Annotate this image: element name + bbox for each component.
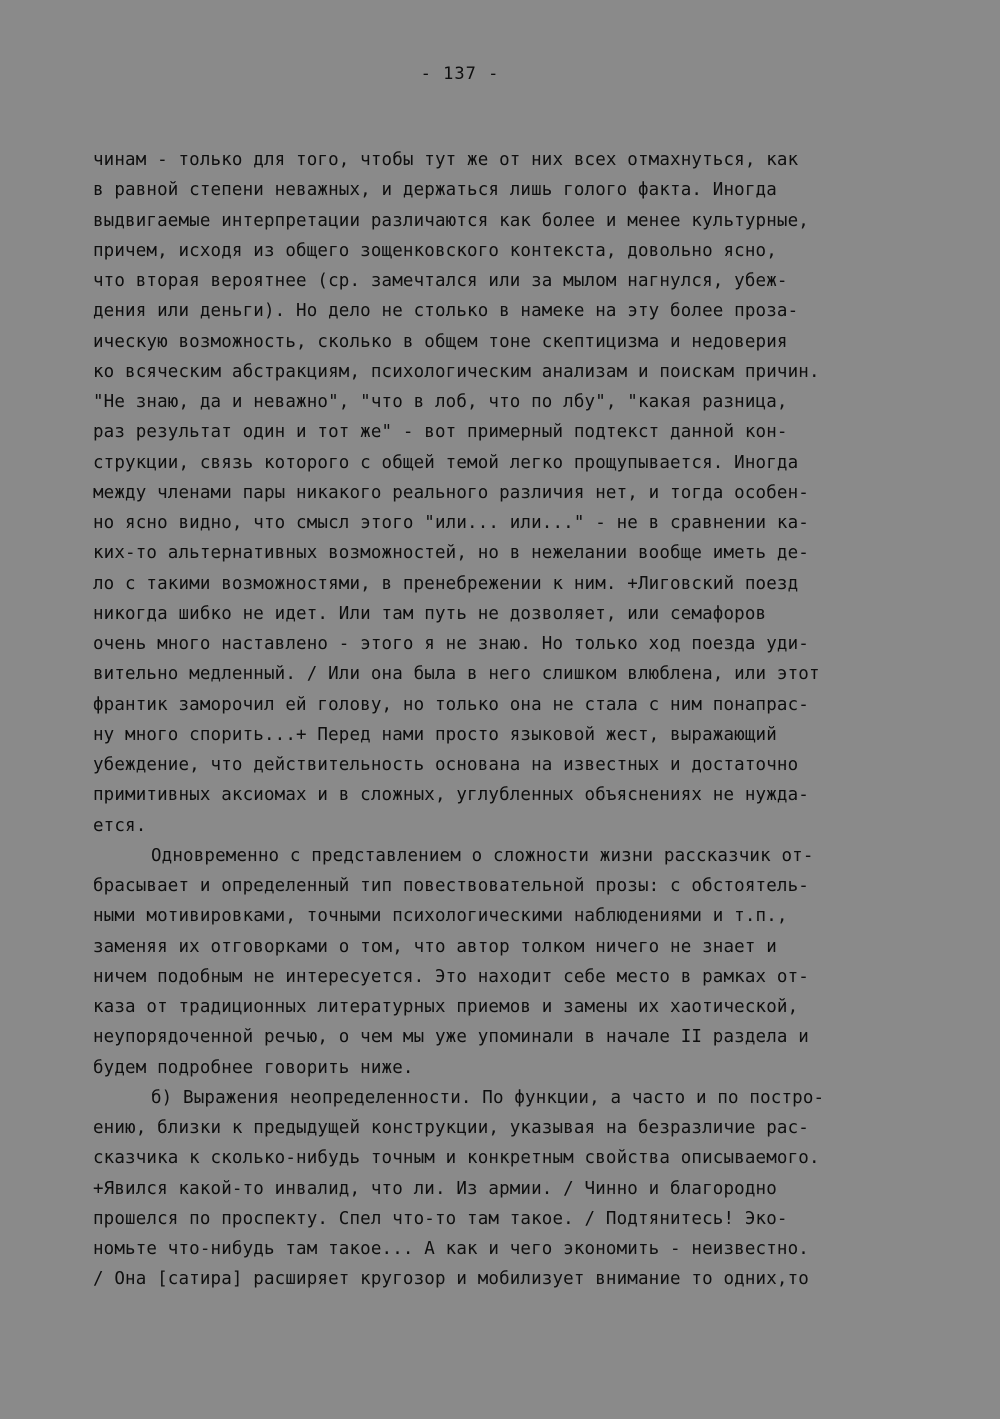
text-line: никогда шибко не идет. Или там путь не дозволяет, или семафоров xyxy=(93,603,767,624)
text-line: Одновременно с представлением о сложности жизни рассказчик от- xyxy=(151,845,814,866)
text-line: "Не знаю, да и неважно", "что в лоб, что по лбу", "какая разница, xyxy=(93,392,788,412)
text-line: ну много спорить...+ Перед нами просто языковой жест, выражающий xyxy=(93,724,777,745)
text-line: ко всяческим абстракциям, психологическим анализам и поискам причин. xyxy=(93,361,820,382)
text-line: франтик заморочил ей голову, но только она не стала с ним понапрас- xyxy=(93,694,809,715)
text-line: выдвигаемые интерпретации различаются как более и менее культурные, xyxy=(93,210,809,231)
text-line: б) Выражения неопределенности. По функции, а часто и по постро- xyxy=(151,1087,825,1108)
paragraph xyxy=(93,1083,923,1295)
text-line: примитивных аксиомах и в сложных, углубленных объяснениях не нужда- xyxy=(93,785,809,806)
paragraph xyxy=(93,841,923,1083)
text-line: между членами пары никакого реального различия нет, и тогда особен- xyxy=(93,482,809,503)
text-line: ничем подобным не интересуется. Это находит себе место в рамках от- xyxy=(93,966,809,987)
page-number: - 137 - xyxy=(420,64,500,84)
text-line: каза от традиционных литературных приемов и замены их хаотической, xyxy=(93,997,799,1017)
text-line: убеждение, что действительность основана на известных и достаточно xyxy=(93,755,799,775)
text-line: будем подробнее говорить ниже. xyxy=(93,1057,414,1078)
body-text xyxy=(93,145,923,1295)
text-line: что вторая вероятнее (ср. замечтался или за мылом нагнулся, убеж- xyxy=(93,271,788,291)
text-line: / Она [сатира] расширяет кругозор и мобилизует внимание то одних,то xyxy=(93,1269,809,1290)
text-line: дения или деньги). Но дело не столько в намеке на эту более проза- xyxy=(93,301,799,322)
text-line: номьте что-нибудь там такое... А как и чего экономить - неизвестно. xyxy=(93,1239,809,1259)
text-line: заменяя их отговорками о том, что автор толком ничего не знает и xyxy=(93,936,777,957)
text-line: ению, близки к предыдущей конструкции, указывая на безразличие рас- xyxy=(93,1118,809,1138)
text-line: ными мотивировками, точными психологическими наблюдениями и т.п., xyxy=(93,906,788,927)
text-line: причем, исходя из общего зощенковского контекста, довольно ясно, xyxy=(93,240,777,261)
text-line: ическую возможность, сколько в общем тоне скептицизма и недоверия xyxy=(93,331,788,352)
text-line: но ясно видно, что смысл этого "или... или..." - не в сравнении ка- xyxy=(93,513,809,533)
text-line: сказчика к сколько-нибудь точным и конкретным свойства описываемого. xyxy=(93,1148,820,1169)
paragraph xyxy=(93,145,923,841)
text-line: ло с такими возможностями, в пренебрежении к ним. +Лиговский поезд xyxy=(93,573,799,594)
text-line: неупорядоченной речью, о чем мы уже упоминали в начале II раздела и xyxy=(93,1027,809,1048)
text-line: вительно медленный. / Или она была в него слишком влюблена, или этот xyxy=(93,664,820,685)
text-line: ких-то альтернативных возможностей, но в нежелании вообще иметь де- xyxy=(93,543,809,564)
text-line: чинам - только для того, чтобы тут же от них всех отмахнуться, как xyxy=(93,150,799,170)
text-line: раз результат один и тот же" - вот примерный подтекст данной кон- xyxy=(93,422,788,443)
text-line: очень много наставлено - этого я не знаю. Но только ход поезда уди- xyxy=(93,634,809,654)
text-line: +Явился какой-то инвалид, что ли. Из армии. / Чинно и благородно xyxy=(93,1178,777,1199)
text-line: струкции, связь которого с общей темой легко прощупывается. Иногда xyxy=(93,452,799,473)
text-line: брасывает и определенный тип повествовательной прозы: с обстоятель- xyxy=(93,876,809,896)
text-line: в равной степени неважных, и держаться лишь голого факта. Иногда xyxy=(93,180,777,201)
text-line: ется. xyxy=(93,815,147,836)
text-line: прошелся по проспекту. Спел что-то там такое. / Подтянитесь! Эко- xyxy=(93,1208,788,1229)
